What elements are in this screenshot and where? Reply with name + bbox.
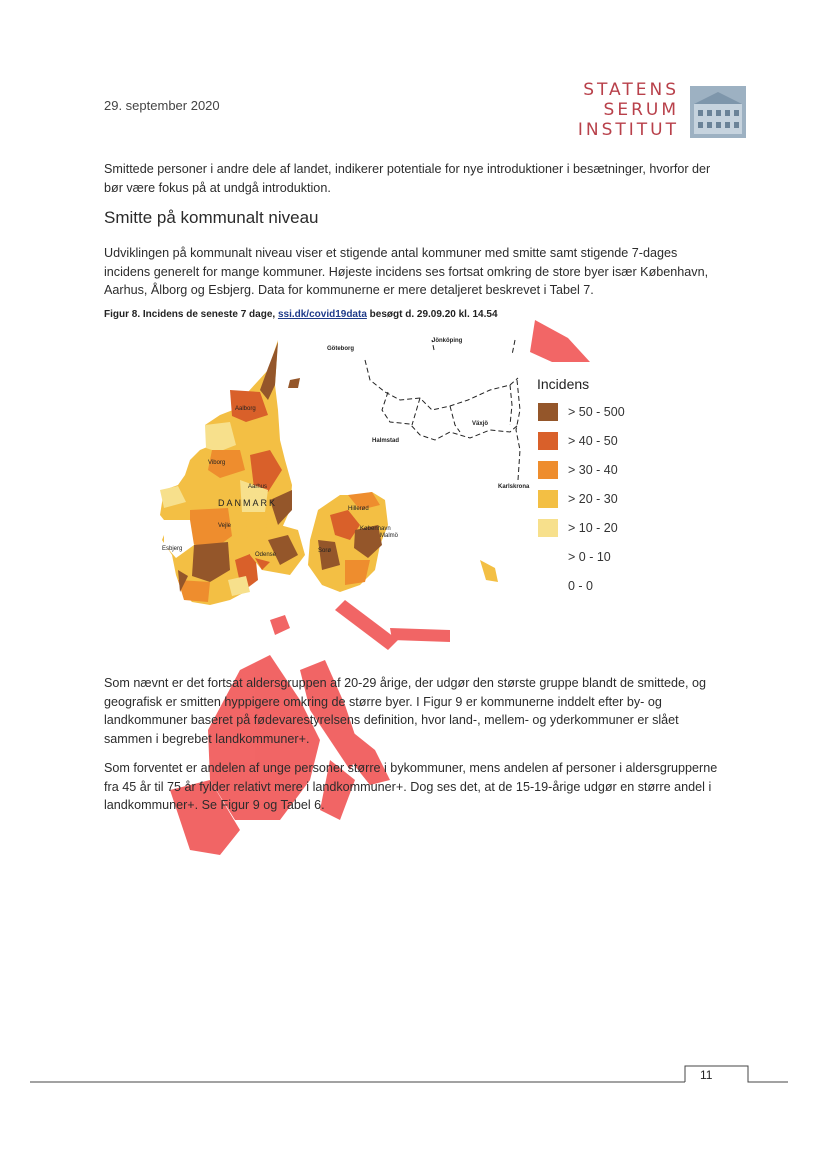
legend-title: Incidens (537, 376, 590, 392)
logo-line-3: INSTITUT (577, 120, 679, 140)
map-label-hillerod: Hillerød (348, 506, 369, 512)
map-label-aalborg: Aalborg (235, 406, 256, 412)
legend-label: > 20 - 30 (568, 492, 618, 506)
map-label-danmark: DANMARK (218, 498, 278, 508)
caption-prefix: Figur 8. Incidens de seneste 7 dage, (104, 309, 276, 320)
legend-label: > 40 - 50 (568, 434, 618, 448)
map-label-odense: Odense (255, 552, 277, 558)
map-label-sora: Sorø (318, 548, 332, 554)
map-label-viborg: Viborg (208, 460, 226, 466)
legend-label: 0 - 0 (568, 579, 594, 593)
caption-link[interactable]: ssi.dk/covid19data (277, 309, 367, 320)
map-label-goteborg: Göteborg (327, 346, 354, 352)
ssi-building-logo (690, 86, 746, 138)
map-label-kobenhavn: København (360, 526, 391, 532)
ssi-logo-text (578, 80, 679, 140)
legend-label: > 30 - 40 (568, 463, 618, 477)
paragraph-3: Som forventet er andelen af unge personer større i bykommuner, mens andelen af personer i aldersgrupperne fra 45 år til 75 år fylder relativt mere i landkommuner+. Dog ses det, at de 15-19-årige udgør en større andel i landkommuner+. Se Figur 9 og Tabel 6. (104, 761, 718, 812)
paragraph-2: Som nævnt er det fortsat aldersgruppen af 20-29 årige, der udgør den største gruppe blandt de smittede, og geografisk er smitten hyppigere omkring de større byer. I Figur 9 er kommunerne inddelt efter by- og landkommuner baseret på fødevarestyrelsens definition, hvor land-, mellem- og yderkommuner er slået sammen i begrebet landkommuner+. (104, 676, 707, 746)
map-label-malmo: Malmö (380, 533, 399, 539)
document-date: 29. september 2020 (104, 98, 220, 113)
legend-label: > 0 - 10 (568, 550, 611, 564)
map-label-vejle: Vejle (218, 523, 232, 529)
map-label-aarhus: Aarhus (248, 484, 268, 490)
map-label-halmstad: Halmstad (372, 438, 400, 444)
legend-label: > 10 - 20 (568, 521, 618, 535)
logo-line-1: STATENS (583, 80, 679, 100)
intro-paragraph: Smittede personer i andre dele af landet, indikerer potentiale for nye introduktioner i besætninger, hvorfor der bør være fokus på at undgå introduktion. (104, 162, 711, 195)
section-heading: Smitte på kommunalt niveau (104, 208, 319, 227)
map-label-jonkoping: Jönköping (432, 338, 463, 344)
map-label-vaxjo: Växjö (472, 421, 489, 427)
logo-line-2: SERUM (603, 100, 679, 120)
legend-label: > 50 - 500 (568, 405, 625, 419)
page-number: 11 (700, 1068, 713, 1082)
map-label-karlskrona: Karlskrona (498, 484, 530, 490)
map-label-esbjerg: Esbjerg (162, 546, 183, 552)
paragraph-1: Udviklingen på kommunalt niveau viser et stigende antal kommuner med smitte samt stigende 7-dages incidens generelt for mange kommuner. Højeste incidens ses fortsat omkring de store byer især København, Aarhus, Ålborg og Esbjerg. Data for kommunerne er mere detaljeret beskrevet i Tabel 7. (104, 246, 709, 297)
caption-suffix: besøgt d. 29.09.20 kl. 14.54 (369, 309, 498, 320)
